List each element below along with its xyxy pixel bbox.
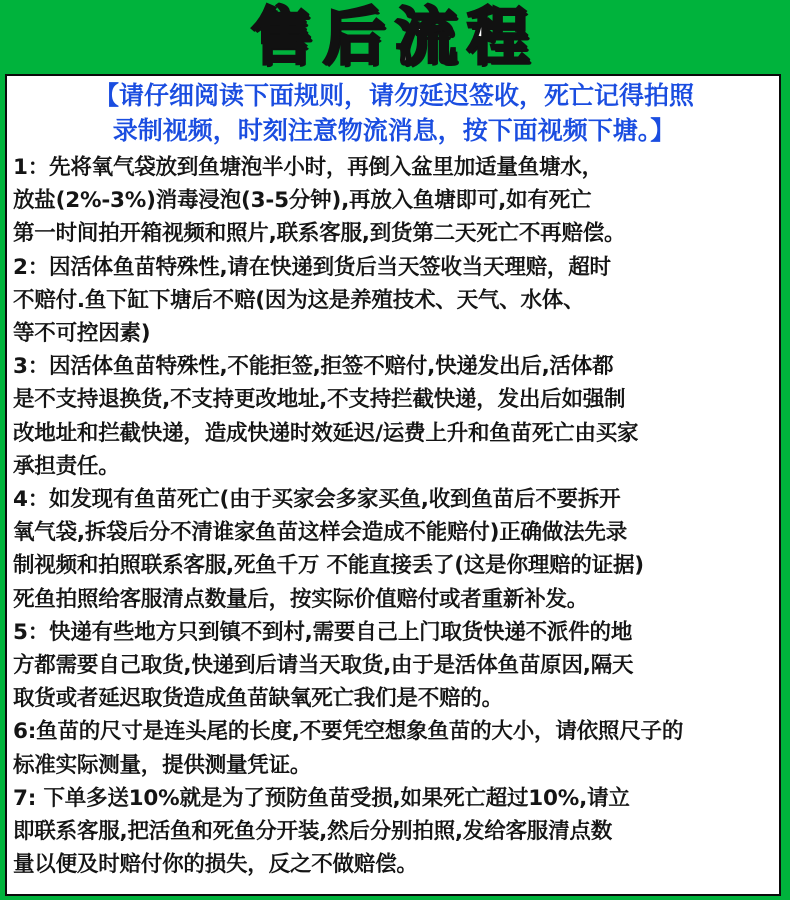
rule-3: 3：因活体鱼苗特殊性,不能拒签,拒签不赔付,快递发出后,活体都 是不支持退换货,不支持更改地址,不支持拦截快递，发出后如强制 改地址和拦截快递，造成快递时效延迟/运费上升和鱼苗死亡由买家 承担责任。 [13, 354, 639, 479]
rule-2: 2：因活体鱼苗特殊性,请在快递到货后当天签收当天理赔，超时 不赔付.鱼下缸下塘后不赔(因为这是养殖技术、天气、水体、 等不可控因素) [13, 254, 611, 347]
rule-4: 4：如发现有鱼苗死亡(由于买家会多家买鱼,收到鱼苗后不要拆开 氧气袋,拆袋后分不清谁家鱼苗这样会造成不能赔付)正确做法先录 制视频和拍照联系客服,死鱼千万 不能直接丢了(这是你理赔的证据) 死鱼拍照给客服清点数量后，按实际价值赔付或者重新补发。 [13, 487, 644, 612]
rule-1: 1：先将氧气袋放到鱼塘泡半小时，再倒入盆里加适量鱼塘水， 放盐(2%-3%)消毒浸泡(3-5分钟),再放入鱼塘即可,如有死亡 第一时间拍开箱视频和照片,联系客服,到货第二天死亡不再赔偿。 [13, 155, 626, 247]
notice-line-1: 【请仔细阅读下面规则，请勿延迟签收，死亡记得拍照 [93, 81, 694, 110]
rule-7: 7: 下单多送10%就是为了预防鱼苗受损,如果死亡超过10%,请立 即联系客服,把活鱼和死鱼分开装,然后分别拍照,发给客服清点数 量以便及时赔付你的损失，反之不做赔偿。 [13, 785, 630, 878]
notice-line-2: 录制视频，时刻注意物流消息，按下面视频下塘。】 [112, 116, 676, 145]
rule-6: 6:鱼苗的尺寸是连头尾的长度,不要凭空想象鱼苗的大小，请依照尺子的 标准实际测量，提供测量凭证。 [13, 719, 684, 778]
rules-panel [5, 74, 781, 896]
rule-5: 5：快递有些地方只到镇不到村,需要自己上门取货快递不派件的地 方都需要自己取货,快递到后请当天取货,由于是活体鱼苗原因,隔天 取货或者延迟取货造成鱼苗缺氧死亡我们是不赔的。 [13, 619, 634, 712]
page-title: 售后流程 [250, 0, 539, 73]
